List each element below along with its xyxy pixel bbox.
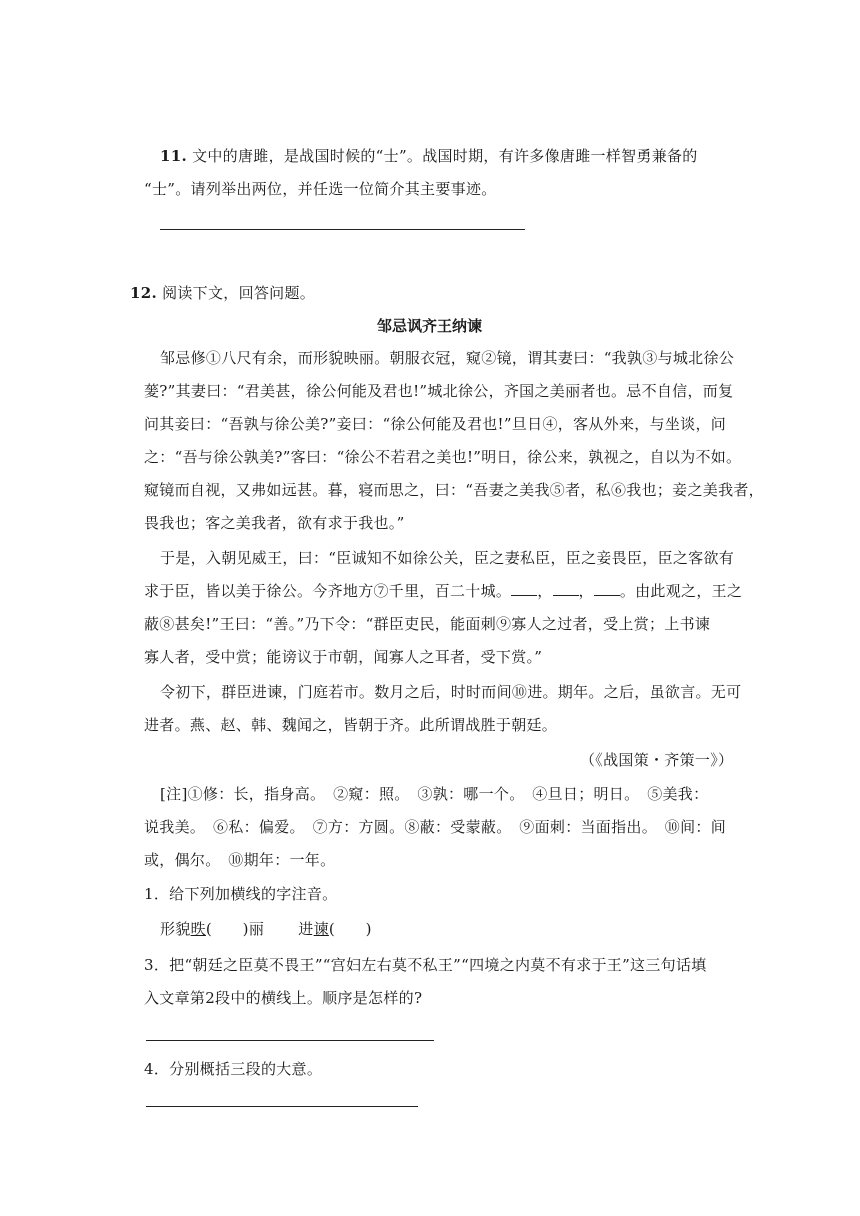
sub1-item1-post[interactable]: ( )丽 — [205, 920, 265, 938]
p2-line-2-tail: 。由此观之，王之 — [619, 582, 743, 600]
sub4-label: 4．分别概括三段的大意。 — [144, 1060, 323, 1078]
sub1-items — [160, 918, 372, 940]
q11-number: 11. — [160, 147, 187, 165]
blank-2[interactable] — [553, 581, 579, 596]
q11-text-1: 文中的唐雎，是战国时候的“士”。战国时期，有许多像唐雎一样智勇兼备的 — [187, 147, 698, 165]
sub1-item2-post[interactable]: ( ) — [328, 920, 372, 938]
p2-line-2: 求于臣，皆以美于徐公。今齐地方⑦千里，百二十城。 — [144, 582, 512, 600]
passage-source: （《战国策・齐策一》） — [580, 751, 734, 769]
sub1-label: 1．给下列加横线的字注音。 — [144, 885, 338, 903]
p1-line-1: 邹忌修①八尺有余，而形貌映丽。朝服衣冠，窥②镜，谓其妻曰：“我孰③与城北徐公 — [160, 349, 735, 367]
p3-line-2: 进者。燕、赵、韩、魏闻之，皆朝于齐。此所谓战胜于朝廷。 — [144, 716, 558, 734]
sub1-item1-underlined: 昳 — [190, 920, 206, 938]
p1-line-6: 畏我也；客之美我者，欲有求于我也。” — [144, 514, 405, 532]
p2-line-3-text: 蔽⑧甚矣!”王曰：“善。”乃下令：“群臣吏民，能面刺⑨寡人之过者，受上赏；上书谏 — [144, 615, 711, 633]
blank-1[interactable] — [511, 581, 537, 596]
notes-line-3: 或，偶尔。 ⑩期年：一年。 — [144, 851, 336, 869]
notes-line-1: [注]①修：长，指身高。 ②窥：照。 ③孰：哪一个。 ④旦日；明日。 ⑤美我： — [160, 785, 709, 803]
p1-line-2: 蓌?”其妻曰：“君美甚，徐公何能及君也!”城北徐公，齐国之美丽者也。忌不自信，而复 — [144, 382, 734, 400]
p1-line-3: 问其妾曰：“吾孰与徐公美?”妾曰：“徐公何能及君也!”旦日④，客从外来，与坐谈，问 — [144, 415, 727, 433]
q12-prompt: 阅读下文，回答问题。 — [157, 284, 316, 302]
sub1-item2-pre: 进 — [298, 920, 314, 938]
p1-line-5: 窥镜而自视，又弗如远甚。暮，寝而思之，曰：“吾妻之美我⑤者，私⑥我也；妾之美我者， — [144, 481, 764, 499]
q11-line1 — [160, 145, 698, 167]
p3-line-1: 令初下，群臣进谏，门庭若市。数月之后，时时而间⑩进。期年。之后，虽欲言。无可 — [160, 683, 742, 701]
passage-title: 邹忌讽齐王纳谏 — [377, 317, 483, 335]
sub3-answer-line[interactable] — [146, 1040, 434, 1041]
p2-line-1: 于是，入朝见威王，曰：“臣诚知不如徐公关，臣之妻私臣，臣之妾畏臣，臣之客欲有 — [160, 549, 735, 567]
p2-line-4: 寡人者，受中赏；能谤议于市朝，闻寡人之耳者，受下赏。” — [144, 648, 543, 666]
p2-blanks: ， ， 。由此观之，王之 — [511, 580, 742, 602]
blank-3[interactable] — [594, 581, 620, 596]
sub3-line1: 3．把“朝廷之臣莫不畏王”“宫妇左右莫不私王”“四境之内莫不有求于王”这三句话填 — [144, 956, 707, 974]
notes-line-2: 说我美。 ⑥私：偏爱。 ⑦方：方圆。⑧蔽：受蒙蔽。 ⑨面刺：当面指出。 ⑩间：间 — [144, 818, 727, 836]
q12-number: 12. — [130, 284, 157, 302]
p1-line-4: 之：“吾与徐公孰美?”客曰：“徐公不若君之美也!”明日，徐公来，孰视之，自以为不如。 — [144, 448, 742, 466]
q11-answer-line[interactable] — [160, 229, 525, 230]
sub4-answer-line[interactable] — [146, 1106, 418, 1107]
q11-line2: “士”。请列举出两位，并任选一位简介其主要事迹。 — [144, 180, 497, 198]
sub1-item1-pre: 形貌 — [160, 920, 191, 938]
q12-prompt-line — [130, 282, 315, 304]
sub3-line2: 入文章第2段中的横线上。顺序是怎样的? — [144, 989, 423, 1007]
sub1-item2-underlined: 谏 — [313, 920, 329, 938]
